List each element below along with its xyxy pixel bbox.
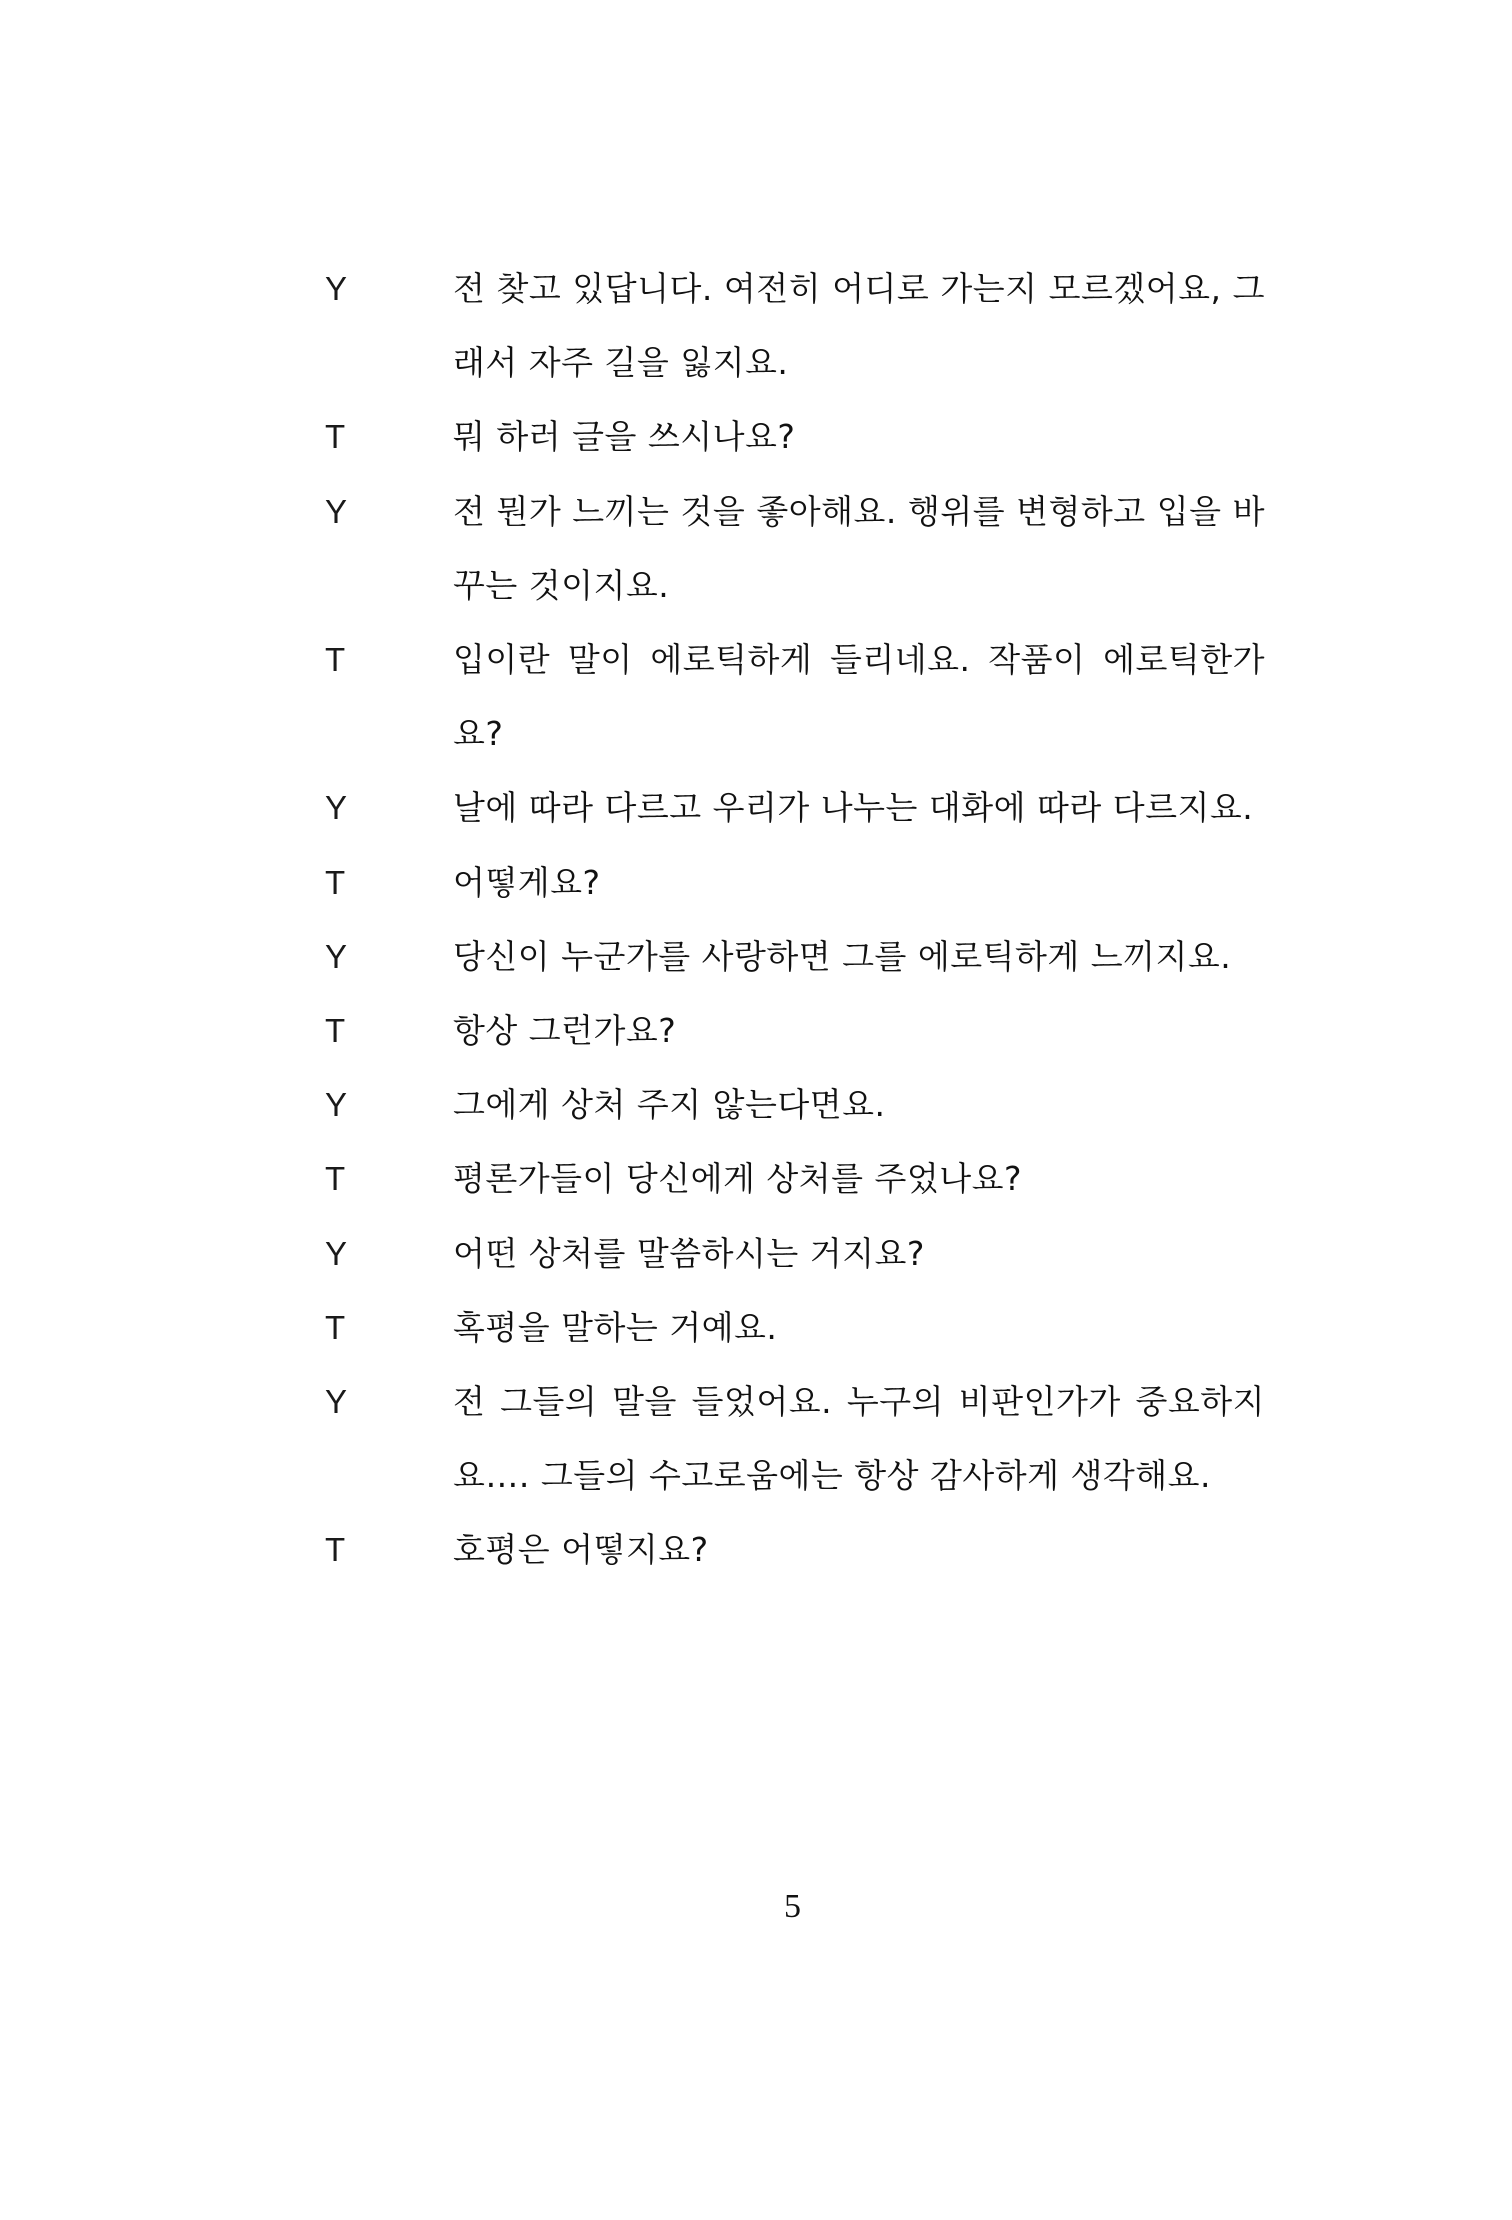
dialogue-turn: [325, 771, 1265, 845]
speech-text: 뭐 하러 글을 쓰시나요?: [453, 417, 796, 457]
speech-text: 어떤 상처를 말씀하시는 거지요?: [453, 1233, 925, 1273]
speaker-label: Y: [325, 492, 348, 530]
dialogue-turn: [325, 994, 1265, 1068]
speech-text: 혹평을 말하는 거예요.: [453, 1307, 778, 1347]
speaker-label: Y: [325, 1383, 348, 1421]
dialogue-turn: [325, 1217, 1265, 1291]
interview-dialogue: [325, 252, 1265, 1588]
dialogue-turn: [325, 400, 1265, 474]
speaker-label: Y: [325, 937, 348, 975]
speech-text: 그에게 상처 주지 않는다면요.: [453, 1085, 886, 1125]
dialogue-turn: [325, 1142, 1265, 1216]
speech-text: 당신이 누군가를 사랑하면 그를 에로틱하게 느끼지요.: [453, 936, 1232, 976]
speech-text: 전 찾고 있답니다. 여전히 어디로 가는지 모르겠어요, 그래서 자주 길을 잃지요.: [453, 269, 1265, 383]
speaker-label: Y: [325, 1086, 348, 1124]
speaker-label: T: [325, 863, 346, 901]
speaker-label: T: [325, 418, 346, 456]
speaker-label: T: [325, 1012, 346, 1050]
dialogue-turn: [325, 252, 1265, 400]
dialogue-turn: [325, 475, 1265, 623]
speaker-label: Y: [325, 789, 348, 827]
speaker-label: Y: [325, 270, 348, 307]
speech-text: 호평은 어떻지요?: [453, 1530, 709, 1570]
speech-text: 날에 따라 다르고 우리가 나누는 대화에 따라 다르지요.: [453, 788, 1254, 828]
speaker-label: T: [325, 1531, 346, 1569]
speech-text: 전 뭔가 느끼는 것을 좋아해요. 행위를 변형하고 입을 바꾸는 것이지요.: [453, 491, 1265, 605]
dialogue-turn: [325, 920, 1265, 994]
dialogue-turn: [325, 1513, 1265, 1587]
speaker-label: T: [325, 1160, 346, 1198]
dialogue-turn: [325, 1365, 1265, 1513]
speaker-label: T: [325, 641, 346, 679]
speech-text: 어떻게요?: [453, 862, 601, 902]
speech-text: 항상 그런가요?: [453, 1011, 677, 1051]
speech-text: 입이란 말이 에로틱하게 들리네요. 작품이 에로틱한가요?: [453, 640, 1265, 754]
speaker-label: Y: [325, 1234, 348, 1272]
dialogue-turn: [325, 623, 1265, 771]
speech-text: 평론가들이 당신에게 상처를 주었나요?: [453, 1159, 1023, 1199]
speaker-label: T: [325, 1308, 346, 1346]
speech-text: 전 그들의 말을 들었어요. 누구의 비판인가가 중요하지요…. 그들의 수고로움에는 항상 감사하게 생각해요.: [453, 1382, 1265, 1496]
dialogue-turn: [325, 1068, 1265, 1142]
dialogue-turn: [325, 1291, 1265, 1365]
page-number: 5: [784, 1888, 801, 1925]
dialogue-turn: [325, 846, 1265, 920]
